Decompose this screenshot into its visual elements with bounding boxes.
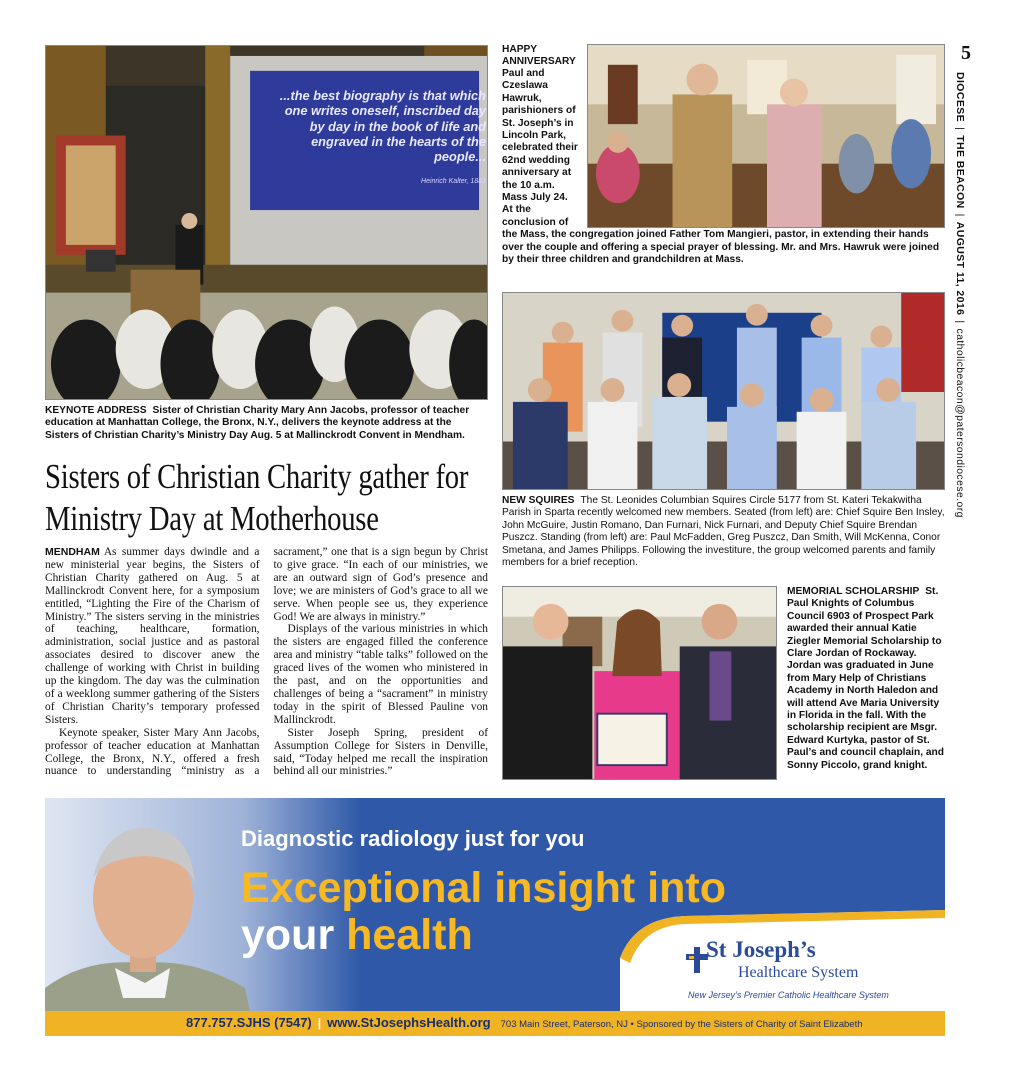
ad-headline-line1: Exceptional insight into (241, 864, 726, 912)
article-paragraph-3: Displays of the various ministries in which the sisters are engaged filled the conference area and ministry “table talks” followed on the graced lives of the women who ministered in the past, and on the opportunities and challenges of being a “sacrament” in ministry today in the spirit of Blessed Pauline von Mallinckrodt. (273, 623, 488, 726)
scholarship-photo (502, 586, 777, 780)
article-paragraph-2: Keynote speaker, Sister Mary Ann Jacobs, professor of teacher education at Manhattan College, the Bronx, N.Y., offered a fresh nuance to understanding “ministry as a sacrament,” one that is a sign begun by Christ to give grace. “In each of our ministries, we are an outward sign of God’s presence and love; we are ministers of God’s grace to all we serve. When people see us, they experience God! We are always in ministry.” (45, 546, 488, 778)
scholarship-caption-lead: MEMORIAL SCHOLARSHIP (787, 586, 920, 597)
keynote-photo (45, 45, 488, 400)
slide-attribution: Heinrich Kalter, 1881 (421, 178, 486, 185)
squires-caption-lead: NEW SQUIRES (502, 495, 575, 506)
squires-photo (502, 292, 945, 490)
article-dateline: MENDHAM (45, 546, 100, 558)
anniversary-caption-body: Paul and Czeslawa Hawruk, parishioners of St. Joseph’s in Lincoln Park, celebrated their 62nd wedding anniversary at the 10 a.m. Mass July 24. At the conclusion of the Mass, the congregation joined Father Tom Mangieri, pastor, in extending their hands over the couple and offering a special prayer of blessing. Mr. and Mrs. Hawruk were joined by their three children and grandchildren at Mass. (502, 68, 940, 266)
article-paragraph-4: Sister Joseph Spring, president of Assumption College for Sisters in Denville, said, “Today helped me recall the inspiration behind all our ministries.” (273, 726, 488, 778)
ad-phone[interactable]: 877.757.SJHS (7547) (186, 1015, 312, 1030)
ad-headline-line2: your health (241, 911, 473, 959)
article-body (45, 546, 488, 778)
squires-caption-text: The St. Leonides Columbian Squires Circle 5177 from St. Kateri Tekakwitha Parish in Sparta recently welcomed new members. Seated (from left) are: Chief Squire Ben Insley, John McGuire, Justin Romano, Dan Furnari, Nick Furnari, and Deputy Chief Squire Brendan Puszcz. Standing (from left) are: Paul McFadden, Greg Puszcz, Dan Smith, Will McKenna, Conor Smetana, and James Philipps. Following the investiture, the group welcomed parents and family members for a brief reception. (502, 495, 945, 569)
keynote-caption-text: Sister of Christian Charity Mary Ann Jacobs, professor of teacher education at Manhattan College, the Bronx, N.Y., delivers the keynote address at the Sisters of Christian Charity’s Ministry Day Aug. 5 at Mallinckrodt Convent in Mendham. (45, 405, 470, 441)
side-strip (947, 72, 973, 518)
keynote-caption-lead: KEYNOTE ADDRESS (45, 405, 147, 416)
ad-logo-tagline: New Jersey’s Premier Catholic Healthcare System (688, 990, 889, 1000)
slide-quote: ...the best biography is that which one writes oneself, inscribed day by day in the book of life and engraved in the hearts of the people... (279, 88, 486, 165)
page-number: 5 (961, 42, 971, 64)
ad-address: 703 Main Street, Paterson, NJ • Sponsored by the Sisters of Charity of Saint Elizabeth (500, 1019, 863, 1030)
squires-caption (502, 495, 945, 569)
scholarship-caption (787, 586, 945, 772)
ad-logo-name: St Joseph’s (706, 937, 816, 962)
ad-kicker: Diagnostic radiology just for you (241, 826, 585, 851)
anniversary-caption-lead: HAPPY ANNIVERSARY (502, 44, 576, 68)
cross-icon (686, 947, 708, 973)
article-headline: Sisters of Christian Charity gather for Ministry Day at Motherhouse (45, 457, 469, 538)
ad-footer: 877.757.SJHS (7547) | www.StJosephsHealth.org 703 Main Street, Paterson, NJ • Sponsored by the Sisters of Charity of Saint Elizabeth (186, 1015, 863, 1030)
side-strip-text: DIOCESE|THE BEACON|AUGUST 11, 2016|catholicbeacon@patersondiocese.org (954, 72, 966, 518)
website-link[interactable]: catholicbeacon@patersondiocese.org (954, 328, 966, 518)
ad-website[interactable]: www.StJosephsHealth.org (327, 1015, 491, 1030)
issue-date: AUGUST 11, 2016 (954, 221, 966, 316)
ad-logo-subtitle: Healthcare System (738, 964, 859, 981)
keynote-caption (45, 405, 488, 442)
article-paragraph-1: MENDHAM As summer days dwindle and a new ministerial year begins, the Sisters of Christian Charity gathered on Aug. 5 at Mallinckrodt Convent here, for a symposium entitled, “Lighting the Fire of the Charism of Ministry.” The sisters serving in the ministries of teaching, healthcare, formation, administration, social justice and as pastoral associates desired to discover anew the challenge of working with Christ in building up the kingdom. The day was the culmination of a weeklong summer gathering of the Sisters of Christian Charity’s temporary professed Sisters. (45, 546, 260, 726)
section-name: DIOCESE (954, 72, 966, 123)
scholarship-caption-text: St. Paul Knights of Columbus Council 6903 of Prospect Park awarded their annual Katie Ziegler Memorial Scholarship to Clare Jordan of Rockaway. Jordan was graduated in June from Mary Help of Christians Academy in North Haledon and will attend Ave Maria University in Florida in the fall. With the scholarship recipient are Msgr. Edward Kurtyka, pastor of St. Paul’s and council chaplain, and Sonny Piccolo, grand knight. (787, 586, 944, 771)
publication-name: THE BEACON (954, 135, 966, 209)
